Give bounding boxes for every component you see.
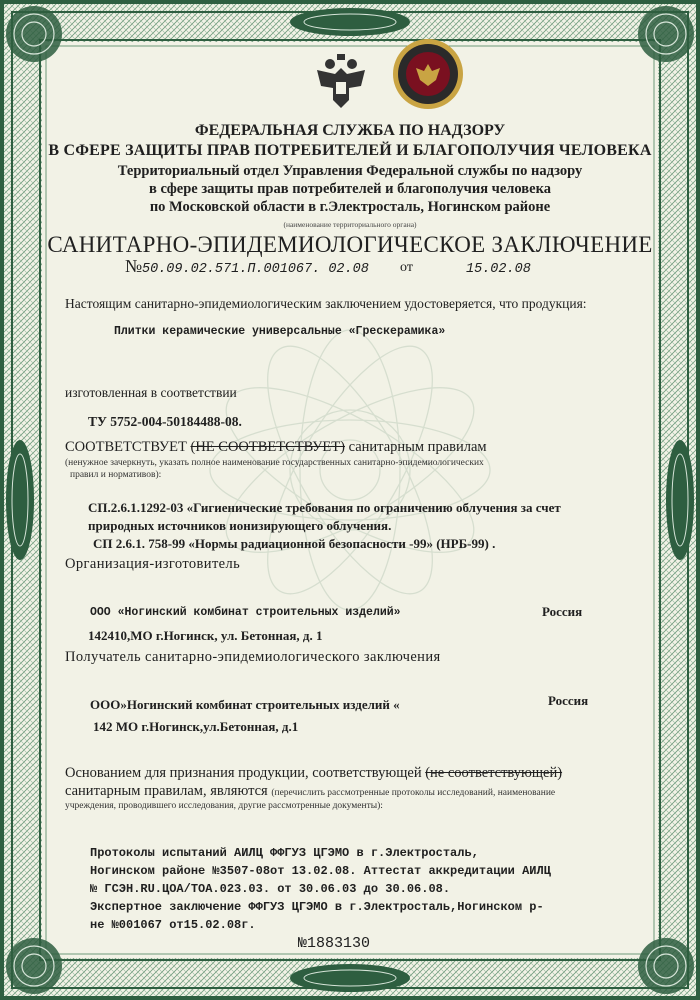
basis-note-inline: (перечислить рассмотренные протоколы исследований, наименование: [271, 788, 556, 798]
made-per-label: изготовленная в соответствии: [65, 385, 237, 400]
rule1-line1: СП.2.6.1.1292-03 «Гигиенические требования по ограничению облучения за счет: [88, 500, 561, 515]
compliance-note-line2: правил и нормативов):: [70, 470, 162, 480]
recipient-label: Получатель санитарно-эпидемиологического заключения: [65, 649, 441, 665]
manufacturer-name: ООО «Ногинский комбинат строительных изделий»: [90, 606, 401, 619]
department-line2: в сфере защиты прав потребителей и благополучия человека: [149, 181, 551, 197]
rule1-line2: природных источников ионизирующего облучения.: [88, 518, 392, 533]
guilloche-rosette: [200, 320, 500, 620]
recipient-name: ООО»Ногинский комбинат строительных изделий «: [90, 697, 400, 712]
complies-label: СООТВЕТСТВУЕТ: [65, 439, 187, 455]
serial-number: №1883130: [298, 935, 371, 952]
basis-line2-text: санитарным правилам, являются: [65, 783, 268, 799]
basis-line2: [65, 783, 555, 800]
not-complies-label: (НЕ СООТВЕТСТВУЕТ): [190, 439, 345, 455]
department-line3: по Московской области в г.Электросталь, Ногинском районе: [149, 199, 551, 215]
double-headed-eagle-icon: [315, 52, 367, 110]
round-seal-icon: [392, 38, 464, 110]
tu-spec: ТУ 5752-004-50184488-08.: [88, 414, 242, 429]
number-sign: №: [125, 256, 143, 276]
manufacturer-country: Россия: [542, 604, 583, 619]
basis-note-line2: учреждения, проводившего исследования, другие рассмотренные документы):: [65, 801, 383, 811]
rule2: СП 2.6.1. 758-99 «Нормы радиационной безопасности -99» (НРБ-99) .: [93, 536, 496, 551]
date-from-label: от: [400, 260, 413, 275]
compliance-note-line1: (ненужное зачеркнуть, указать полное наименование государственных санитарно-эпидемиологических: [65, 458, 484, 468]
basis-line1: [65, 765, 562, 782]
basis-strike-text: (не соответствующей): [425, 765, 563, 781]
basis-text: Основанием для признания продукции, соответствующей: [65, 765, 422, 781]
protocol-line3: № ГСЭН.RU.ЦОА/ТОА.023.03. от 30.06.03 до 30.06.08.: [90, 882, 451, 896]
protocol-line2: Ногинском районе №3507-08от 13.02.08. Аттестат аккредитации АИЛЦ: [90, 864, 551, 878]
department-line1: Территориальный отдел Управления Федеральной службы по надзору: [117, 163, 583, 179]
certificate-number: 50.09.02.571.П.001067. 02.08: [142, 262, 369, 277]
sanitary-rules-label: санитарным правилам: [348, 439, 487, 455]
manufacturer-label: Организация-изготовитель: [65, 556, 241, 572]
department-caption: (наименование территориального органа): [283, 220, 417, 229]
compliance-line: [65, 439, 487, 456]
manufacturer-address: 142410,МО г.Ногинск, ул. Бетонная, д. 1: [88, 628, 323, 643]
recipient-address: 142 МО г.Ногинск,ул.Бетонная, д.1: [93, 719, 299, 734]
product-name: Плитки керамические универсальные «Грескерамика»: [114, 325, 446, 338]
recipient-country: Россия: [548, 693, 589, 708]
protocol-line1: Протоколы испытаний АИЛЦ ФФГУЗ ЦГЭМО в г.Электросталь,: [90, 846, 479, 860]
intro-text: Настоящим санитарно-эпидемиологическим заключением удостоверяется, что продукция:: [65, 296, 587, 311]
protocol-line5: не №001067 от15.02.08г.: [90, 918, 256, 932]
agency-name-line1: ФЕДЕРАЛЬНАЯ СЛУЖБА ПО НАДЗОРУ: [194, 122, 506, 139]
issue-date: 15.02.08: [466, 262, 531, 277]
protocol-line4: Экспертное заключение ФФГУЗ ЦГЭМО в г.Электросталь,Ногинском р-: [90, 900, 544, 914]
agency-name-line2: В СФЕРЕ ЗАЩИТЫ ПРАВ ПОТРЕБИТЕЛЕЙ И БЛАГОПОЛУЧИЯ ЧЕЛОВЕКА: [48, 142, 652, 159]
document-title: САНИТАРНО-ЭПИДЕМИОЛОГИЧЕСКОЕ ЗАКЛЮЧЕНИЕ: [47, 232, 653, 257]
